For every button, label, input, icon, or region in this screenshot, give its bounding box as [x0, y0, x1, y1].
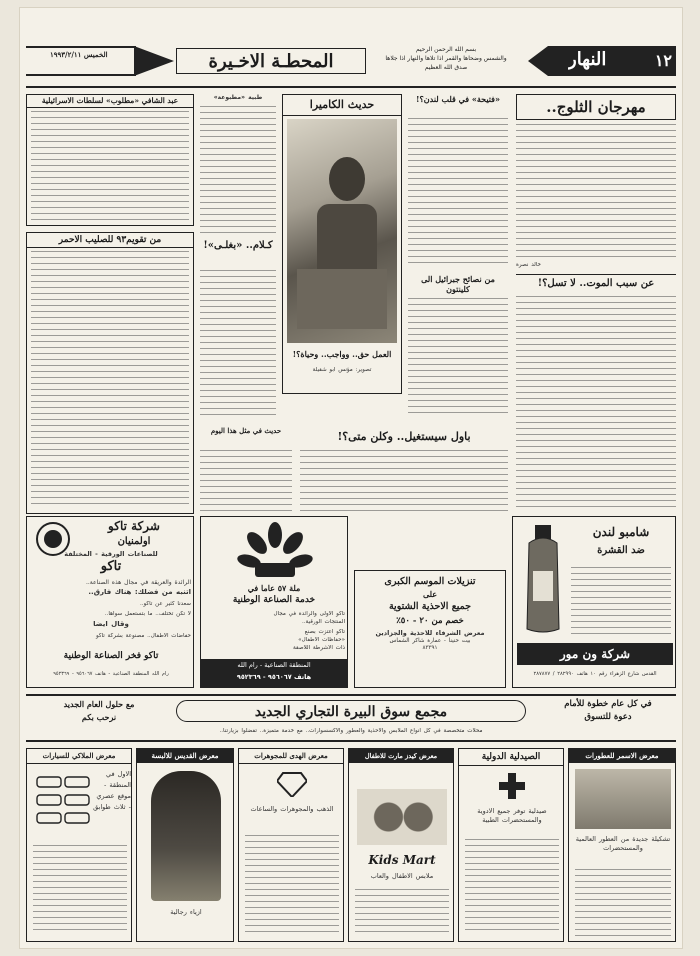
left-headline-2: من تقويم٩٣ للصليب الاحمر: [27, 233, 193, 248]
factory-address: المنطقة الصناعية - رام الله: [237, 661, 311, 669]
verse-block: [366, 45, 526, 79]
verse-line-1: بسم الله الرحمن الرحيم: [415, 46, 477, 53]
shop-jewelry-name: معرض الهدى للمجوهرات: [239, 749, 343, 764]
mid-text-3: [300, 450, 508, 512]
taco-line-2: أتنبه من فضلك: هناك فارق..: [88, 589, 191, 596]
shampoo-address: القدس شارع الزهراء رقم ١٠ هاتف ٢٨٢٩٩٠ / ٢٨٧٨٧٧: [533, 671, 657, 677]
paper-name: النهار: [568, 49, 607, 70]
shop-cars: [26, 748, 132, 942]
mid-text-1: [408, 118, 508, 268]
taco-line-6: حفاضات الاطفال.. مصنوعة بشركة تاكو: [95, 633, 191, 639]
masthead-rule: [26, 86, 676, 88]
sale-store: معرض الشرفاء للاحذية والجزادين: [375, 629, 485, 637]
factory-item-2: المنتجات الورقية..: [302, 619, 345, 625]
shop-perfume-name: معرض الاسمر للعطورات: [569, 749, 675, 763]
taco-line-5: وقال ايضا: [93, 621, 129, 628]
factory-footer: [201, 659, 347, 687]
factory-years: ملة ٥٧ عاما في: [247, 583, 301, 593]
taco-address: رام الله المنطقة الصناعية - هاتف ٩٥٦٠٦٧ - ٩٥٢٣٦٩: [53, 671, 169, 677]
center-text-1: [200, 106, 276, 236]
shop-jewelry-text: الذهب والمجوهرات والساعات: [250, 805, 334, 813]
factory-item-3: تاكو اعتزت بصنع: [304, 629, 345, 635]
camera-photo: [287, 119, 397, 343]
shampoo-brand: شامبو لندن: [592, 525, 650, 539]
camera-caption: العمل حق.. وواجب.. وحياة؟!: [292, 349, 392, 359]
issue-date: الخميس ١٩٩٣/٢/١١: [50, 50, 108, 59]
shop-cars-lines: [33, 845, 127, 935]
masthead: [26, 42, 676, 82]
sale-address: بيت حنينا - عمارة شاكر الشماس: [389, 638, 471, 644]
taco-subtitle: اولمنيان: [117, 536, 151, 547]
shop-clothing: [136, 748, 234, 942]
shop-cars-name: معرض الملاكي للسيارات: [27, 749, 131, 764]
factory-service: خدمة الصناعة الوطنية: [232, 595, 316, 605]
right-byline: خالد نصرة: [516, 262, 542, 268]
col-left: [26, 94, 194, 514]
left-article-1: [26, 94, 194, 226]
sale-phone: ٨٣٣٩١: [422, 645, 438, 651]
column-title: حديث في مثل هذا اليوم: [210, 426, 282, 435]
section-title-box: [176, 48, 366, 74]
right-headline: مهرجان الثلوج..: [546, 98, 646, 116]
sale-line-3: جميع الاحذية الشتوية: [388, 601, 472, 612]
right-headline-2: عن سبب الموت.. لا تسل؟!: [537, 278, 655, 289]
shop-jewelry: [238, 748, 344, 942]
kids-image: [357, 789, 447, 845]
verse-line-2: والشمس وضحاها والقمر اذا تلاها والنهار اذا جلاها: [385, 55, 507, 62]
right-article-text: [516, 124, 676, 259]
shampoo-tagline: ضد القشرة: [597, 545, 645, 556]
center-text-3: [200, 450, 292, 512]
headline-box: [516, 94, 676, 120]
mid-headline-2: من نصائح جبرائيل الى كلينتون: [421, 274, 495, 294]
shop-pharmacy-lines: [465, 839, 559, 935]
mid-text-2: [408, 298, 508, 418]
shop-kidsmart-name: معرض كيدز مارت للاطفال: [349, 749, 453, 763]
banner-right-2: نرحب بكم: [81, 712, 117, 722]
factory-phone: هاتف ٩٥٦٠٦٧ - ٩٥٢٣٦٩: [236, 673, 312, 681]
shampoo-company: شركة ون مور: [517, 643, 673, 665]
cars-icon: [33, 769, 93, 829]
banner-center: مجمع سوق البيرة التجاري الجديد: [176, 700, 526, 722]
camera-headline: حديث الكاميرا: [283, 95, 401, 116]
col-right: [516, 94, 676, 514]
taco-line-4: لا تكن تختلف.. ما بتستعمل سواها..: [104, 611, 191, 617]
perfume-image: [575, 769, 671, 829]
sale-line-2: على: [422, 589, 438, 599]
shop-kidsmart-text: ملابس الاطفال والعاب: [370, 873, 434, 880]
clothing-model: [151, 771, 221, 901]
banner-strip: محلات متخصصة في كل انواع الملابس والاحذية والعطور والاكسسوارات.. مع خدمة متميزة.. تفضلوا بزيارتنا..: [219, 728, 483, 734]
left-article-2: [26, 232, 194, 514]
shop-perfume-lines: [575, 869, 671, 937]
masthead-right: [548, 46, 676, 76]
masthead-right-arrow: [528, 46, 548, 76]
right-rule: [516, 274, 676, 275]
taco-title: شركة تاكو: [108, 519, 160, 533]
shop-perfume-text: تشكيلة جديدة من العطور العالمية والمستحضرات: [575, 835, 671, 852]
shop-kidsmart-lines: [355, 889, 449, 937]
mall-banner: [26, 694, 676, 742]
ad-shampoo: [512, 516, 676, 688]
left-text-2: [31, 251, 189, 509]
section-title: المحطـة الاخـيرة: [208, 51, 334, 72]
shop-kidsmart: [348, 748, 454, 942]
ad-sale: [354, 570, 506, 688]
shop-perfume: [568, 748, 676, 942]
masthead-left-arrow: [134, 46, 174, 76]
shop-pharmacy: [458, 748, 564, 942]
shampoo-text: [571, 567, 671, 637]
left-text-1: [31, 111, 189, 221]
mid-headline-3: باول سيستغيل.. وكلن متى؟!: [337, 430, 471, 443]
pharmacy-icon: [497, 771, 527, 801]
taco-footer: تاكو فخر الصناعة الوطنية: [63, 651, 159, 661]
shop-row: [26, 748, 676, 942]
masthead-left: [26, 46, 136, 76]
ad-factory: [200, 516, 348, 688]
newspaper-page: [20, 8, 682, 948]
factory-item-1: تاكو الاولى والرائدة في مجال: [273, 611, 345, 617]
taco-brand: تاكو: [100, 559, 122, 574]
banner-right-1: مع حلول العام الجديد: [63, 699, 135, 709]
shop-pharmacy-name: الصيدلية الدولية: [459, 749, 563, 766]
kidsmart-logo: Kids Mart: [368, 853, 436, 867]
shop-clothing-name: معرض القديس للالبسة: [137, 749, 233, 763]
diamond-icon: [277, 771, 307, 797]
photo-credit: تصوير: مؤنس ابو شقيلة: [312, 367, 372, 373]
shop-pharmacy-text: صيدلية توفر جميع الادوية والمستحضرات الطبية: [477, 807, 547, 824]
factory-item-4: «حفاظات الأطفال»: [298, 637, 345, 643]
taco-category: للصناعات الورقية - المختلفة: [64, 551, 158, 558]
shop-clothing-text: ازياء رجالية: [170, 909, 202, 916]
banner-left-1: في كل عام خطوة للأمام: [564, 699, 652, 709]
camera-feature: [282, 94, 402, 394]
sale-discount: خصم من ٢٠ - ٥٠٪: [396, 616, 464, 626]
taco-line-3: سعدنا كثير عن تاكو..: [139, 601, 191, 607]
left-headline-1: عبد الشافي «مطلوب» لسلطات الاسرائيلية: [27, 95, 193, 108]
shampoo-bottle: [521, 525, 565, 635]
sale-line-1: تنزيلات الموسم الكبرى: [384, 576, 476, 587]
shop-jewelry-lines: [245, 835, 339, 935]
center-headline-2: كـلام.. «بغلـى»!: [203, 240, 273, 251]
mid-headline-1: «فتيحة» في قلب لندن؟!: [416, 94, 500, 104]
ad-taco: [26, 516, 194, 688]
right-article-text-2: [516, 296, 676, 511]
factory-item-5: ذات الاشرطة اللاصقة: [292, 645, 345, 651]
banner-left-2: دعوة للتسوق: [584, 712, 632, 722]
kicker: طبية «مطبوعة»: [213, 94, 263, 101]
shop-cars-text: الاول في المنطقة - موقع عصري - ثلاث طوابق: [93, 770, 131, 811]
verse-line-3: صدق الله العظيم: [424, 64, 468, 71]
taco-line-1: الرائدة والعريقة في مجال هذه الصناعة..: [85, 579, 191, 586]
mid-headline-3-box: [300, 426, 508, 448]
page-number: ١٢: [654, 51, 672, 70]
center-text-2: [200, 270, 276, 420]
photo-figure: [287, 119, 397, 343]
factory-logo: [235, 521, 315, 581]
